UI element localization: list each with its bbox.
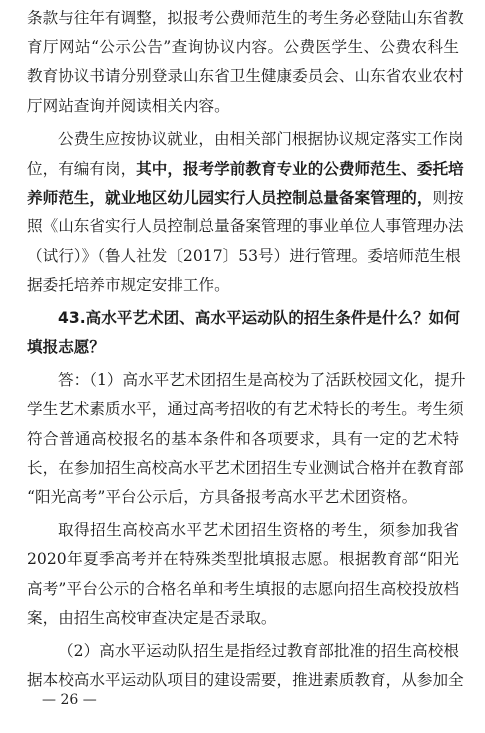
text-line: （试行）》（鲁人社发〔2017〕53号）进行管理。委培师范生根: [27, 246, 461, 265]
text-line: 公费生应按协议就业，由相关部门根据协议规定落实工作岗: [58, 129, 464, 148]
bold-text: 养师范生，就业地区幼儿园实行人员控制总量备案管理的，: [27, 188, 433, 208]
text-line: 2020年夏季高考并在特殊类型批填报志愿。根据教育部“阳光: [27, 550, 459, 569]
text-line: 长，在参加招生高校高水平艺术团招生专业测试合格并在教育部: [27, 458, 464, 477]
paragraph-agreement-note: [27, 4, 464, 121]
bold-text: 其中，报考学前教育专业的公费师范生、委托培: [136, 158, 464, 178]
text-line: 据委托培养市规定安排工作。: [27, 275, 230, 294]
document-page: [27, 4, 466, 699]
paragraph-art-admission: [27, 516, 459, 633]
text-line: 答：（1）高水平艺术团招生是高校为了活跃校园文化，提升: [58, 371, 466, 390]
paragraph-employment: [27, 125, 464, 300]
heading-line: 43.高水平艺术团、高水平运动队的招生条件是什么？如何: [58, 308, 460, 327]
question-heading-43: [27, 304, 459, 362]
text-line: 厅网站查询并阅读相关内容。: [27, 96, 230, 115]
text-line: 教育协议书请分别登录山东省卫生健康委员会、山东省农业农村: [27, 67, 464, 86]
text-line: 案，由招生高校审查决定是否录取。: [27, 608, 277, 627]
text-line: 高考”平台公示的合格名单和考生填报的志愿向招生高校投放档: [27, 579, 459, 598]
text-line: “阳光高考”平台公示后，方具备报考高水平艺术团资格。: [27, 488, 418, 506]
text-line: 照《山东省实行人员控制总量备案管理的事业单位人事管理办法: [27, 217, 464, 236]
text-line: 条款与往年有调整，拟报考公费师范生的考生务必登陆山东省教: [27, 9, 464, 27]
text-line: 符合普通高校报名的基本条件和各项要求，具有一定的艺术特: [27, 429, 459, 448]
heading-line: 填报志愿？: [27, 338, 105, 357]
text-line: 育厅网站“公示公告”查询协议内容。公费医学生、公费农科生: [27, 38, 459, 57]
paragraph-sports-team: [27, 637, 464, 695]
text-line: 学生艺术素质水平，通过高考招收的有艺术特长的考生。考生须: [27, 400, 464, 419]
text-line: （2）高水平运动队招生是指经过教育部批准的招生高校根: [58, 641, 459, 660]
page-number: — 26 —: [42, 692, 97, 708]
text-line: 位，有编有岗，其中，报考学前教育专业的公费师范生、委托培: [27, 158, 464, 178]
text-line: 取得招生高校高水平艺术团招生资格的考生，须参加我省: [58, 521, 459, 540]
paragraph-art-troupe: [27, 366, 466, 512]
text-line: 据本校高水平运动队项目的建设需要，推进素质教育，从参加全: [27, 671, 464, 690]
text-line: 养师范生，就业地区幼儿园实行人员控制总量备案管理的，则按: [27, 188, 464, 208]
